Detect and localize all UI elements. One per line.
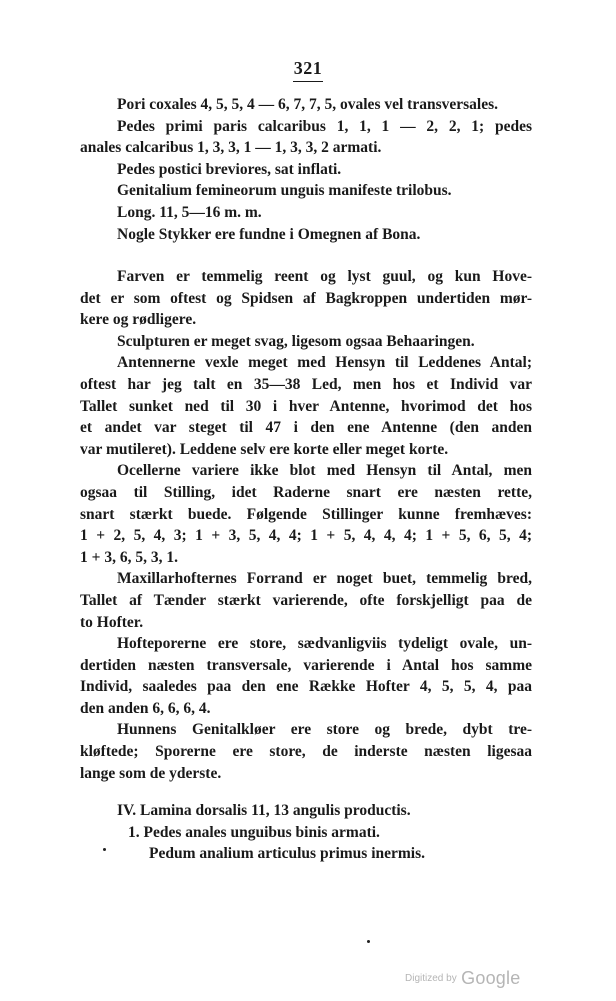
text-line: 1 + 3, 6, 5, 3, 1.: [80, 548, 178, 566]
text-line: var mutileret). Leddene selv ere korte eller meget korte.: [80, 440, 449, 458]
text-line: Tallet af Tænder stærkt varierende, ofte forskjelligt paa de: [80, 591, 532, 609]
digitized-watermark: [405, 968, 520, 989]
paragraph-maxillae: [80, 568, 532, 633]
digitized-label: Digitized by: [405, 973, 457, 984]
text-line: 1 + 2, 5, 4, 3; 1 + 3, 5, 4, 4; 1 + 5, 4, 4, 4; 1 + 5, 6, 5, 4;: [80, 527, 532, 545]
text-line: snart stærkt buede. Følgende Stillinger kunne fremhæves:: [80, 505, 532, 523]
text-line: kere og rødligere.: [80, 311, 197, 329]
text-line: dertiden næsten transversale, varierende i Antal hos samme: [80, 656, 532, 674]
text-line: Sculpturen er meget svag, ligesom ogsaa Behaaringen.: [117, 332, 475, 350]
paragraph-genital-claws: [80, 719, 532, 784]
diagnosis-line: Genitalium femineorum unguis manifeste trilobus.: [117, 182, 452, 200]
diagnosis-line: Nogle Stykker ere fundne i Omegnen af Bona.: [117, 225, 421, 243]
diagnosis-line: Long. 11, 5—16 m. m.: [117, 203, 262, 221]
diagnosis-line: anales calcaribus 1, 3, 3, 1 — 1, 3, 3, 2 armati.: [80, 139, 382, 157]
paragraph-coxal-pores: [80, 633, 532, 719]
text-line: kløftede; Sporerne ere store, de inderste næsten ligesaa: [80, 743, 532, 761]
text-line: Individ, saaledes paa den ene Række Hofter 4, 5, 5, 4, paa: [80, 678, 532, 696]
text-line: Hofteporerne ere store, sædvanligviis tydeligt ovale, un-: [117, 635, 532, 653]
print-speck: [103, 848, 106, 851]
page-number-rule: [293, 81, 323, 82]
text-line: Maxillarhofternes Forrand er noget buet, temmelig bred,: [117, 570, 532, 588]
page-number: 321: [293, 58, 323, 78]
text-line: to Hofter.: [80, 613, 144, 631]
key-line: 1. Pedes anales unguibus binis armati.: [128, 823, 380, 841]
description-block: [80, 266, 532, 784]
text-line: Farven er temmelig reent og lyst guul, og kun Hove-: [117, 268, 532, 285]
key-line: Pedum analium articulus primus inermis.: [149, 845, 426, 863]
print-speck: [367, 940, 370, 943]
text-line: Ocellerne variere ikke blot med Hensyn til Antal, men: [117, 462, 532, 480]
paragraph-ocelli: [80, 460, 532, 568]
text-line: Hunnens Genitalkløer ere store og brede, dybt tre-: [117, 721, 532, 739]
text-line: ogsaa til Stilling, idet Raderne snart ere næsten rette,: [80, 483, 532, 501]
paragraph-antennae: [80, 352, 532, 460]
diagnosis-block: [80, 94, 532, 245]
text-line: oftest har jeg talt en 35—38 Led, men hos et Individ var: [80, 375, 532, 393]
paragraph-sculpture: [80, 331, 532, 353]
text-line: Antennerne vexle meget med Hensyn til Leddenes Antal;: [117, 354, 532, 372]
key-heading: IV. Lamina dorsalis 11, 13 angulis productis.: [117, 802, 411, 819]
text-line: et andet var steget til 47 i den ene Antenne (den anden: [80, 419, 532, 437]
diagnosis-line: Pori coxales 4, 5, 5, 4 — 6, 7, 7, 5, ovales vel transversales.: [117, 96, 498, 113]
text-line: den anden 6, 6, 6, 4.: [80, 699, 211, 717]
key-block: [80, 800, 532, 865]
text-line: Tallet sunket ned til 30 i hver Antenne, hvorimod det hos: [80, 397, 532, 415]
paragraph-color: [80, 266, 532, 331]
text-line: det er som oftest og Spidsen af Bagkroppen undertiden mør-: [80, 289, 532, 307]
google-logo-text: Google: [461, 968, 521, 988]
diagnosis-line: Pedes primi paris calcaribus 1, 1, 1 — 2, 2, 1; pedes: [117, 117, 532, 135]
diagnosis-line: Pedes postici breviores, sat inflati.: [117, 160, 342, 178]
text-line: lange som de yderste.: [80, 764, 222, 782]
